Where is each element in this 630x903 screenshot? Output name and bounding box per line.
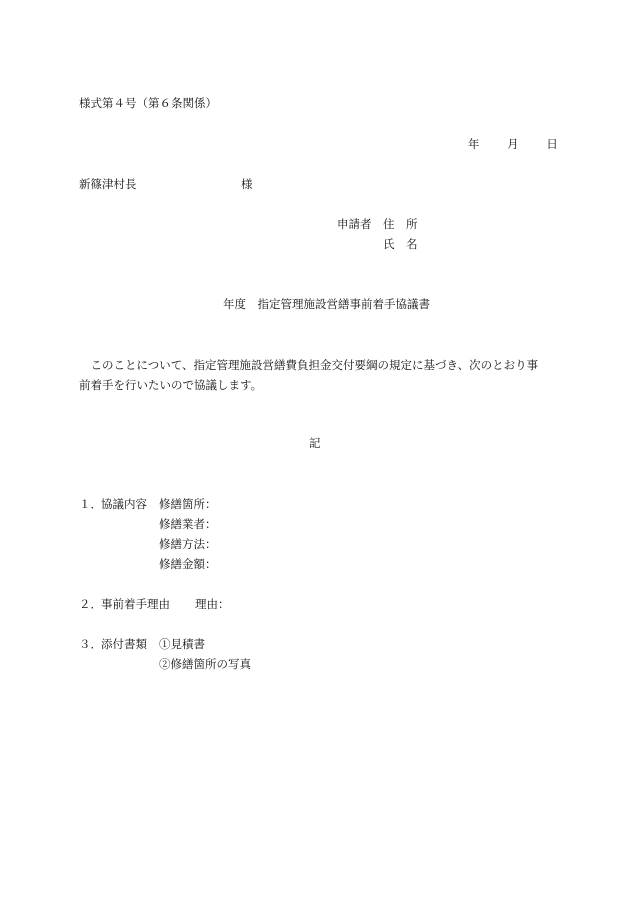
document-title: 年度 指定管理施設営繕事前着手協議書 xyxy=(223,297,430,311)
item-2-field-1: 理由： xyxy=(195,597,230,611)
item-3-field-1: ①見積書 xyxy=(159,637,205,651)
date-year-label: 年 xyxy=(468,137,480,151)
item-3-label: 添付書類 xyxy=(101,637,147,651)
item-3-number: ３． xyxy=(79,637,102,651)
addressee-name: 新篠津村長 xyxy=(79,177,137,191)
item-1-label: 協議内容 xyxy=(101,497,147,511)
item-1-number: １． xyxy=(79,497,102,511)
date-line xyxy=(468,139,558,151)
body-line-1: このことについて、指定管理施設営繕費負担金交付要綱の規定に基づき、次のとおり事 xyxy=(79,358,539,372)
applicant-role: 申請者 xyxy=(337,217,372,231)
item-1-field-3: 修繕方法： xyxy=(159,537,217,551)
item-3-field-2: ②修繕箇所の写真 xyxy=(159,657,251,671)
body-line-2: 前着手を行いたいので協議します。 xyxy=(79,378,263,392)
date-month-label: 月 xyxy=(507,137,519,151)
body-paragraph xyxy=(79,355,551,395)
applicant-name-label: 氏 名 xyxy=(383,237,418,251)
ki-heading: 記 xyxy=(309,436,321,450)
item-1-field-4: 修繕金額： xyxy=(159,557,217,571)
item-2-number: ２． xyxy=(79,597,102,611)
applicant-address-label: 住 所 xyxy=(383,217,418,231)
item-1-field-2: 修繕業者： xyxy=(159,517,217,531)
form-number: 様式第４号（第６条関係） xyxy=(79,96,217,110)
addressee-honorific: 様 xyxy=(241,177,253,191)
item-2-label: 事前着手理由 xyxy=(101,597,170,611)
date-day-label: 日 xyxy=(546,137,558,151)
item-1-field-1: 修繕箇所： xyxy=(159,497,217,511)
